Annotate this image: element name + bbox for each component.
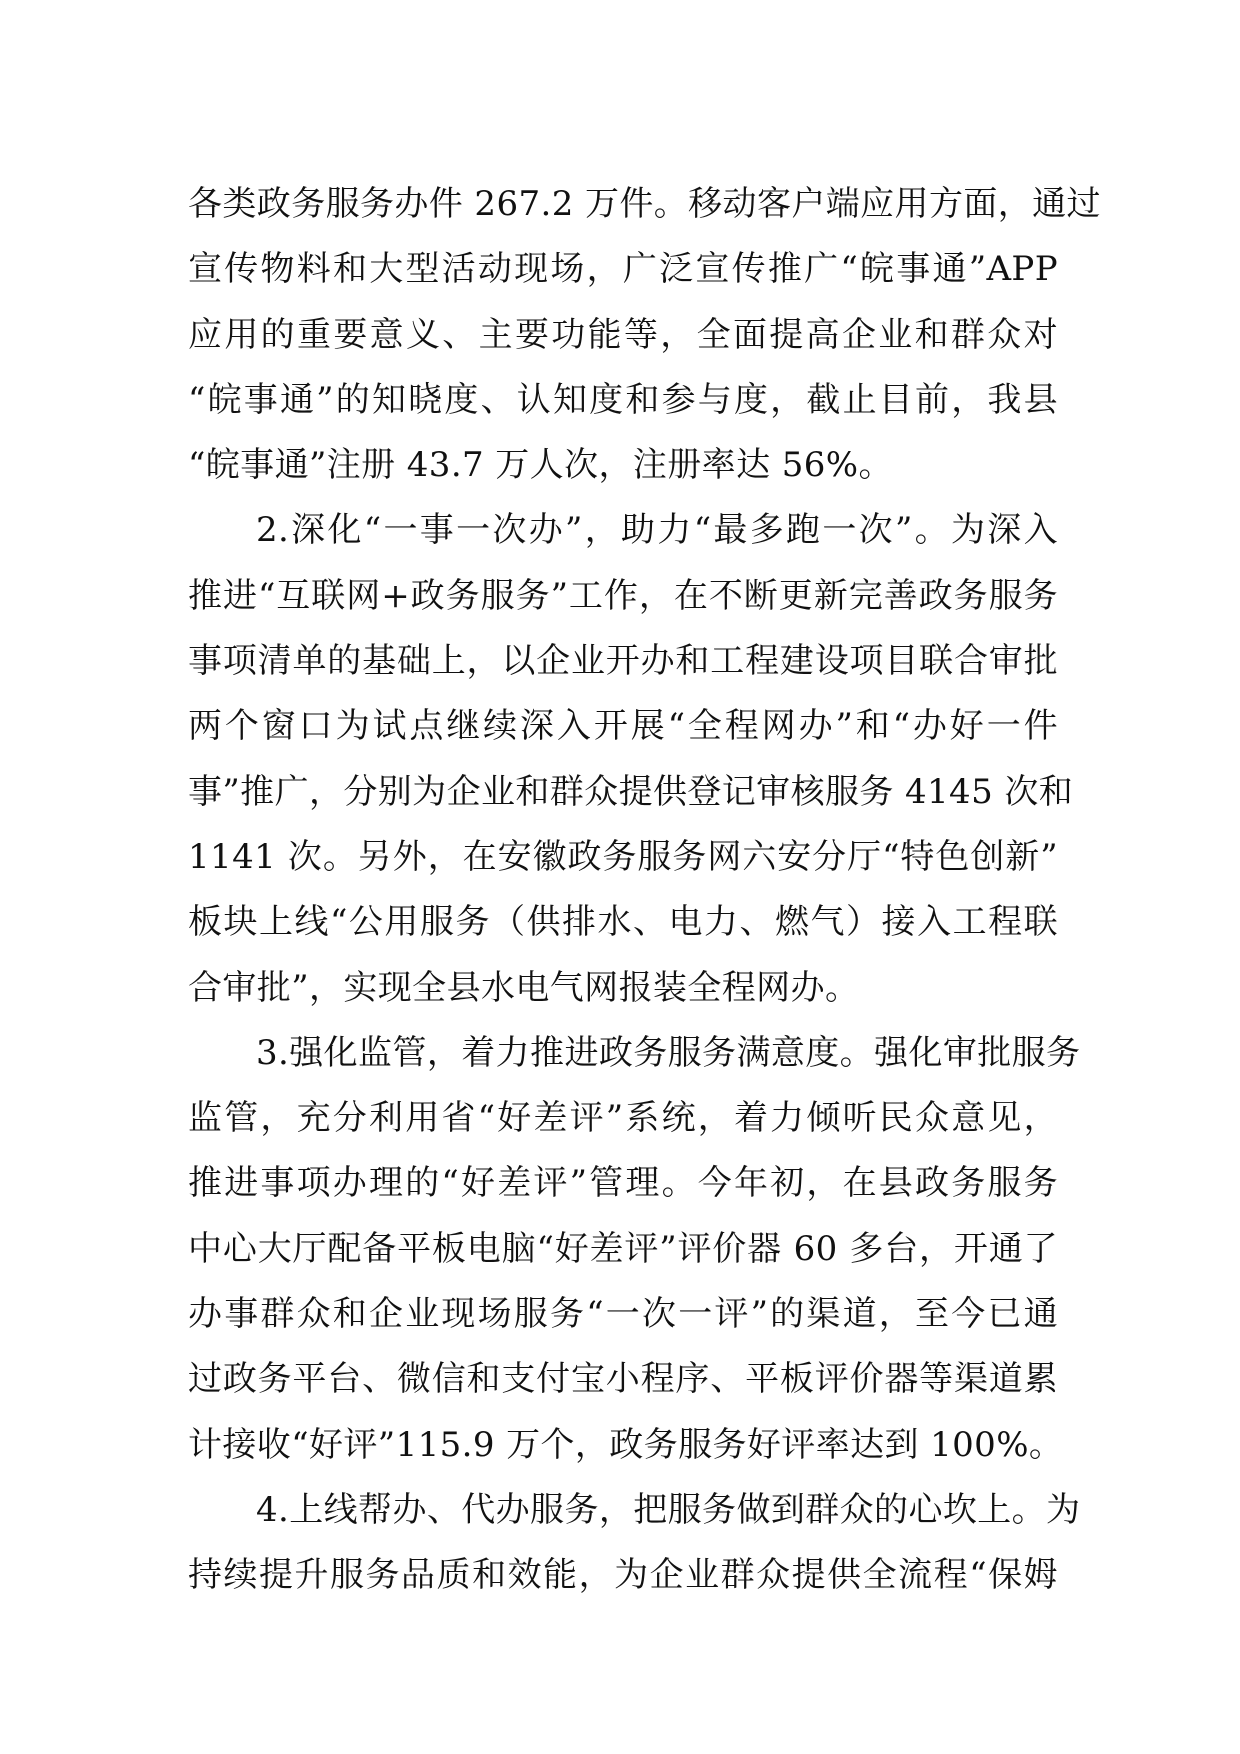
text-line: “皖事通”注册 43.7 万人次，注册率达 56%。: [188, 445, 893, 486]
text-line: 两个窗口为试点继续深入开展“全程网办”和“办好一件: [188, 706, 1058, 747]
text-line: 持续提升服务品质和效能，为企业群众提供全流程“保姆: [188, 1555, 1058, 1596]
text-line: 办事群众和企业现场服务“一次一评”的渠道，至今已通: [188, 1294, 1058, 1335]
text-line: 推进“互联网+政务服务”工作，在不断更新完善政务服务: [188, 575, 1058, 616]
text-line: 各类政务服务办件 267.2 万件。移动客户端应用方面，通过: [188, 184, 1101, 224]
paragraph-2: [188, 498, 1074, 1020]
paragraph-3: [188, 1021, 1081, 1478]
text-line: 中心大厅配备平板电脑“好差评”评价器 60 多台，开通了: [188, 1228, 1058, 1269]
text-line: 应用的重要意义、主要功能等，全面提高企业和群众对: [188, 314, 1058, 355]
text-line: 事项清单的基础上，以企业开办和工程建设项目联合审批: [188, 641, 1058, 682]
text-line: 推进事项办理的“好差评”管理。今年初，在县政务服务: [188, 1163, 1058, 1204]
text-line: 合审批”，实现全县水电气网报装全程网办。: [188, 967, 860, 1008]
text-line: 4.上线帮办、代办服务，把服务做到群众的心坎上。为: [256, 1489, 1081, 1530]
paragraph-4: [188, 1478, 1081, 1609]
text-line: 2.深化“一事一次办”，助力“最多跑一次”。为深入: [256, 510, 1058, 551]
text-line: 板块上线“公用服务（供排水、电力、燃气）接入工程联: [188, 902, 1058, 943]
text-line: 监管，充分利用省“好差评”系统，着力倾听民众意见，: [188, 1098, 1058, 1139]
text-line: 1141 次。另外，在安徽政务服务网六安分厅“特色创新”: [188, 836, 1058, 877]
text-line: 宣传物料和大型活动现场，广泛宣传推广“皖事通”APP: [188, 249, 1058, 290]
text-line: 过政务平台、微信和支付宝小程序、平板评价器等渠道累: [188, 1359, 1058, 1400]
text-line: 计接收“好评”115.9 万个，政务服务好评率达到 100%。: [188, 1424, 1064, 1465]
text-line: 事”推广，分别为企业和群众提供登记审核服务 4145 次和: [188, 771, 1074, 812]
paragraph-1: [188, 172, 1101, 498]
document-page: [188, 172, 1101, 1609]
text-line: 3.强化监管，着力推进政务服务满意度。强化审批服务: [256, 1032, 1081, 1073]
text-line: “皖事通”的知晓度、认知度和参与度，截止目前，我县: [188, 379, 1058, 420]
